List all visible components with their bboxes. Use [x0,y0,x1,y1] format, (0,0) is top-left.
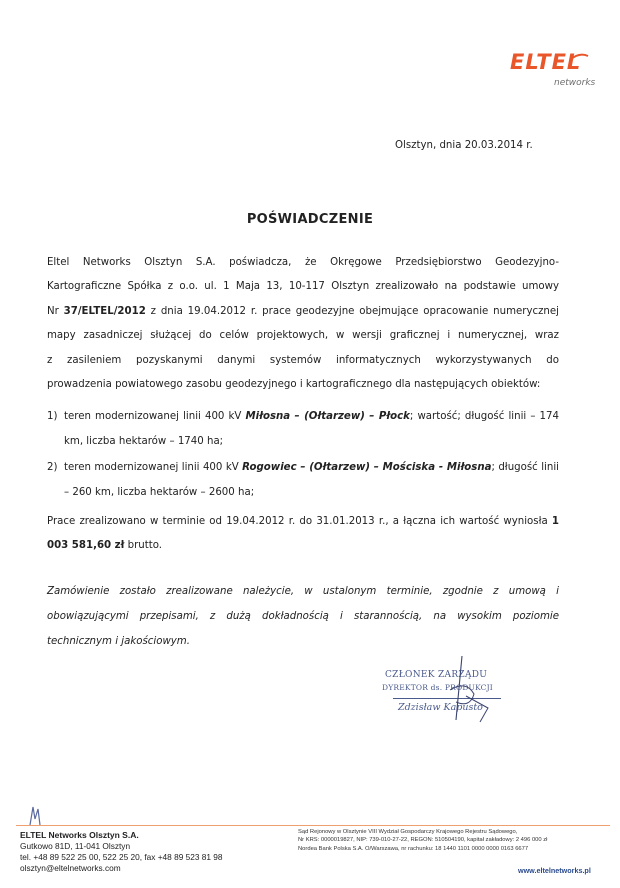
contract-number: 37/ELTEL/2012 [63,305,146,317]
intro-line: Kartograficzne Spółka z o.o. ul. 1 Maja 13, 10-117 Olsztyn zrealizowało na podstawie umowy [47,281,559,293]
item-text-post: ; wartość; długość linii – 174 km, liczba hektarów – 1740 ha; [64,411,559,447]
footer-krs: Nr KRS: 0000019827, NIP: 739-010-27-22, REGON: 510504190, kapitał zakładowy: 2 496 000 zł [298,837,548,844]
intro-paragraph [47,251,559,397]
footer-website: www.eltelnetworks.pl [518,866,591,875]
intro-line-text: poświadcza, że Okręgowe Przedsiębiorstwo Geodezyjno- [215,257,560,268]
footer-company-info [20,830,223,874]
line-route: Miłosna – (Ołtarzew) – Płock [245,411,410,422]
footer-bank: Nordea Bank Polska S.A. O/Warszawa, nr rachunku: 18 1440 1101 0000 0000 0163 6677 [298,845,529,852]
stamp-role: CZŁONEK ZARZĄDU [385,670,488,680]
footer-company-name: ELTEL Networks Olsztyn S.A. [20,830,139,840]
completion-paragraph [47,510,559,558]
item-text [64,404,559,454]
handwritten-signature-icon [370,650,530,730]
footer-phone: tel. +48 89 522 25 00, 522 25 20, fax +48 89 523 81 98 [20,852,223,862]
footer-logo-icon [28,805,42,827]
footer-address: Gutkowo 81D, 11-041 Olsztyn [20,841,131,851]
total-amount: 1 003 581,60 zł [47,516,559,551]
logo-subtitle: networks [554,78,596,88]
closing-line: obowiązującymi przepisami, z dużą dokładnością i starannością, na wysokim poziomie [47,611,559,622]
completion-suffix: brutto. [124,540,163,551]
list-item [47,404,559,454]
company-name: Eltel Networks Olsztyn S.A. [47,257,216,268]
logo-swoosh-icon [568,52,590,74]
signature-stamp [370,650,530,730]
intro-line-text: Nr [47,305,64,317]
intro-line: z zasileniem pozyskanymi danymi systemów informatycznych wykorzystywanych do [47,354,559,366]
intro-line [47,300,559,324]
document-title: POŚWIADCZENIE [246,212,374,227]
item-number: 1) [47,411,58,422]
stamp-name: Zdzisław Kapusto [398,702,483,713]
footer-court: Sąd Rejonowy w Olsztynie VIII Wydział Gospodarczy Krajowego Rejestru Sądowego, [298,829,518,835]
footer-legal-info [298,828,547,853]
footer-email: olsztyn@eltelnetworks.com [20,863,121,873]
intro-line: mapy zasadniczej służącej do celów projektowych, w wersji graficznej i numerycznej, wraz [47,330,559,342]
item-text-pre: teren modernizowanej linii 400 kV [64,462,243,473]
document-date: Olsztyn, dnia 20.03.2014 r. [395,140,533,151]
completion-text: Prace zrealizowano w terminie od 19.04.2012 r. do 31.01.2013 r., a łączna ich wartość wyniosła [47,516,552,527]
item-text [64,455,559,505]
logo-wordmark: ELTEL [510,50,582,74]
item-number: 2) [47,462,58,473]
list-item [47,455,559,505]
closing-paragraph [47,579,559,654]
footer-divider [16,825,610,826]
closing-line: Zamówienie zostało zrealizowane należycie, w ustalonym terminie, zgodnie z umową i [47,586,559,597]
stamp-department: DYREKTOR ds. PRODUKCJI [382,683,493,692]
line-route: Rogowiec – (Ołtarzew) – Mościska - Miłosna [242,462,492,473]
item-text-post: ; długość linii – 260 km, liczba hektarów – 2600 ha; [64,462,559,498]
intro-line: prowadzenia powiatowego zasobu geodezyjnego i kartograficznego dla następujących obiektów: [47,378,541,390]
intro-line-text: z dnia 19.04.2012 r. prace geodezyjne obejmujące opracowanie numerycznej [145,305,559,317]
item-text-pre: teren modernizowanej linii 400 kV [64,411,246,422]
company-logo [510,50,610,95]
intro-line [47,251,559,275]
closing-line: technicznym i jakościowym. [47,636,190,647]
